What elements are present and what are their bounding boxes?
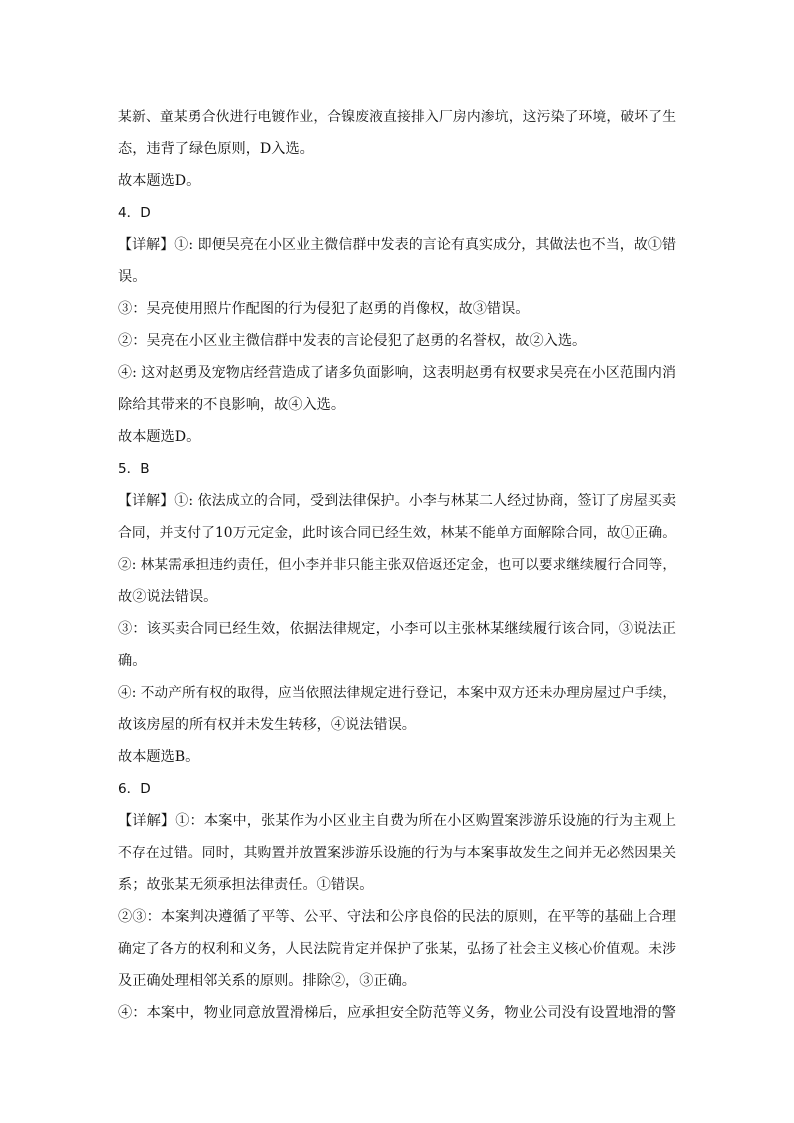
- text-line: 除给其带来的不良影响，故④入选。: [118, 397, 346, 413]
- text-line: ③：吴亮使用照片作配图的行为侵犯了赵勇的肖像权，故③错误。: [118, 301, 530, 317]
- question-number: 4．D: [118, 205, 151, 221]
- text-line: ②: 林某需承担违约责任，但小李并非只能主张双倍返还定金，也可以要求继续履行合同等，: [118, 557, 676, 573]
- text-line: 【详解】①：本案中，张某作为小区业主自费为所在小区购置案涉游乐设施的行为主观上: [118, 813, 676, 829]
- text-line: 故本题选D。: [118, 173, 201, 189]
- text-line: ④：本案中，物业同意放置滑梯后，应承担安全防范等义务，物业公司没有设置地滑的警: [118, 1005, 676, 1021]
- text-line: ②：吴亮在小区业主微信群中发表的言论侵犯了赵勇的名誉权，故②入选。: [118, 333, 587, 349]
- text-line: ②③：本案判决遵循了平等、公平、守法和公序良俗的民法的原则，在平等的基础上合理: [118, 909, 676, 925]
- text-line: 及正确处理相邻关系的原则。排除②，③正确。: [118, 973, 416, 989]
- text-line: 故本题选D。: [118, 429, 201, 445]
- text-line: ④: 这对赵勇及宠物店经营造成了诸多负面影响，这表明赵勇有权要求吴亮在小区范围内消: [118, 365, 676, 381]
- text-line: 确。: [118, 653, 147, 669]
- text-line: 系；故张某无须承担法律责任。①错误。: [118, 877, 374, 893]
- text-line: ④: 不动产所有权的取得，应当依照法律规定进行登记，本案中双方还未办理房屋过户手续，: [118, 685, 676, 701]
- text-line: 故②说法错误。: [118, 589, 218, 605]
- question-number: 5．B: [118, 461, 150, 477]
- text-line: ③：该买卖合同已经生效，依据法律规定，小李可以主张林某继续履行该合同，③说法正: [118, 621, 676, 637]
- text-line: 某新、童某勇合伙进行电镀作业，合镍废液直接排入厂房内渗坑，这污染了环境，破坏了生: [118, 109, 676, 125]
- text-line: 态，违背了绿色原则，D入选。: [118, 141, 314, 157]
- text-line: 不存在过错。同时，其购置并放置案涉游乐设施的行为与本案事故发生之间并无必然因果关: [118, 845, 676, 861]
- text-line: 【详解】①: 依法成立的合同，受到法律保护。小李与林某二人经过协商，签订了房屋买卖: [118, 493, 676, 509]
- text-line: 【详解】①: 即便吴亮在小区业主微信群中发表的言论有真实成分，其做法也不当，故①错: [118, 237, 676, 253]
- text-line: 误。: [118, 269, 147, 285]
- text-line: 合同，并支付了10万元定金，此时该合同已经生效，林某不能单方面解除合同，故①正确。: [118, 525, 676, 541]
- text-line: 故该房屋的所有权并未发生转移，④说法错误。: [118, 717, 416, 733]
- text-line: 确定了各方的权利和义务，人民法院肯定并保护了张某，弘扬了社会主义核心价值观。未涉: [118, 941, 676, 957]
- text-line: 故本题选B。: [118, 749, 200, 765]
- question-number: 6．D: [118, 781, 151, 797]
